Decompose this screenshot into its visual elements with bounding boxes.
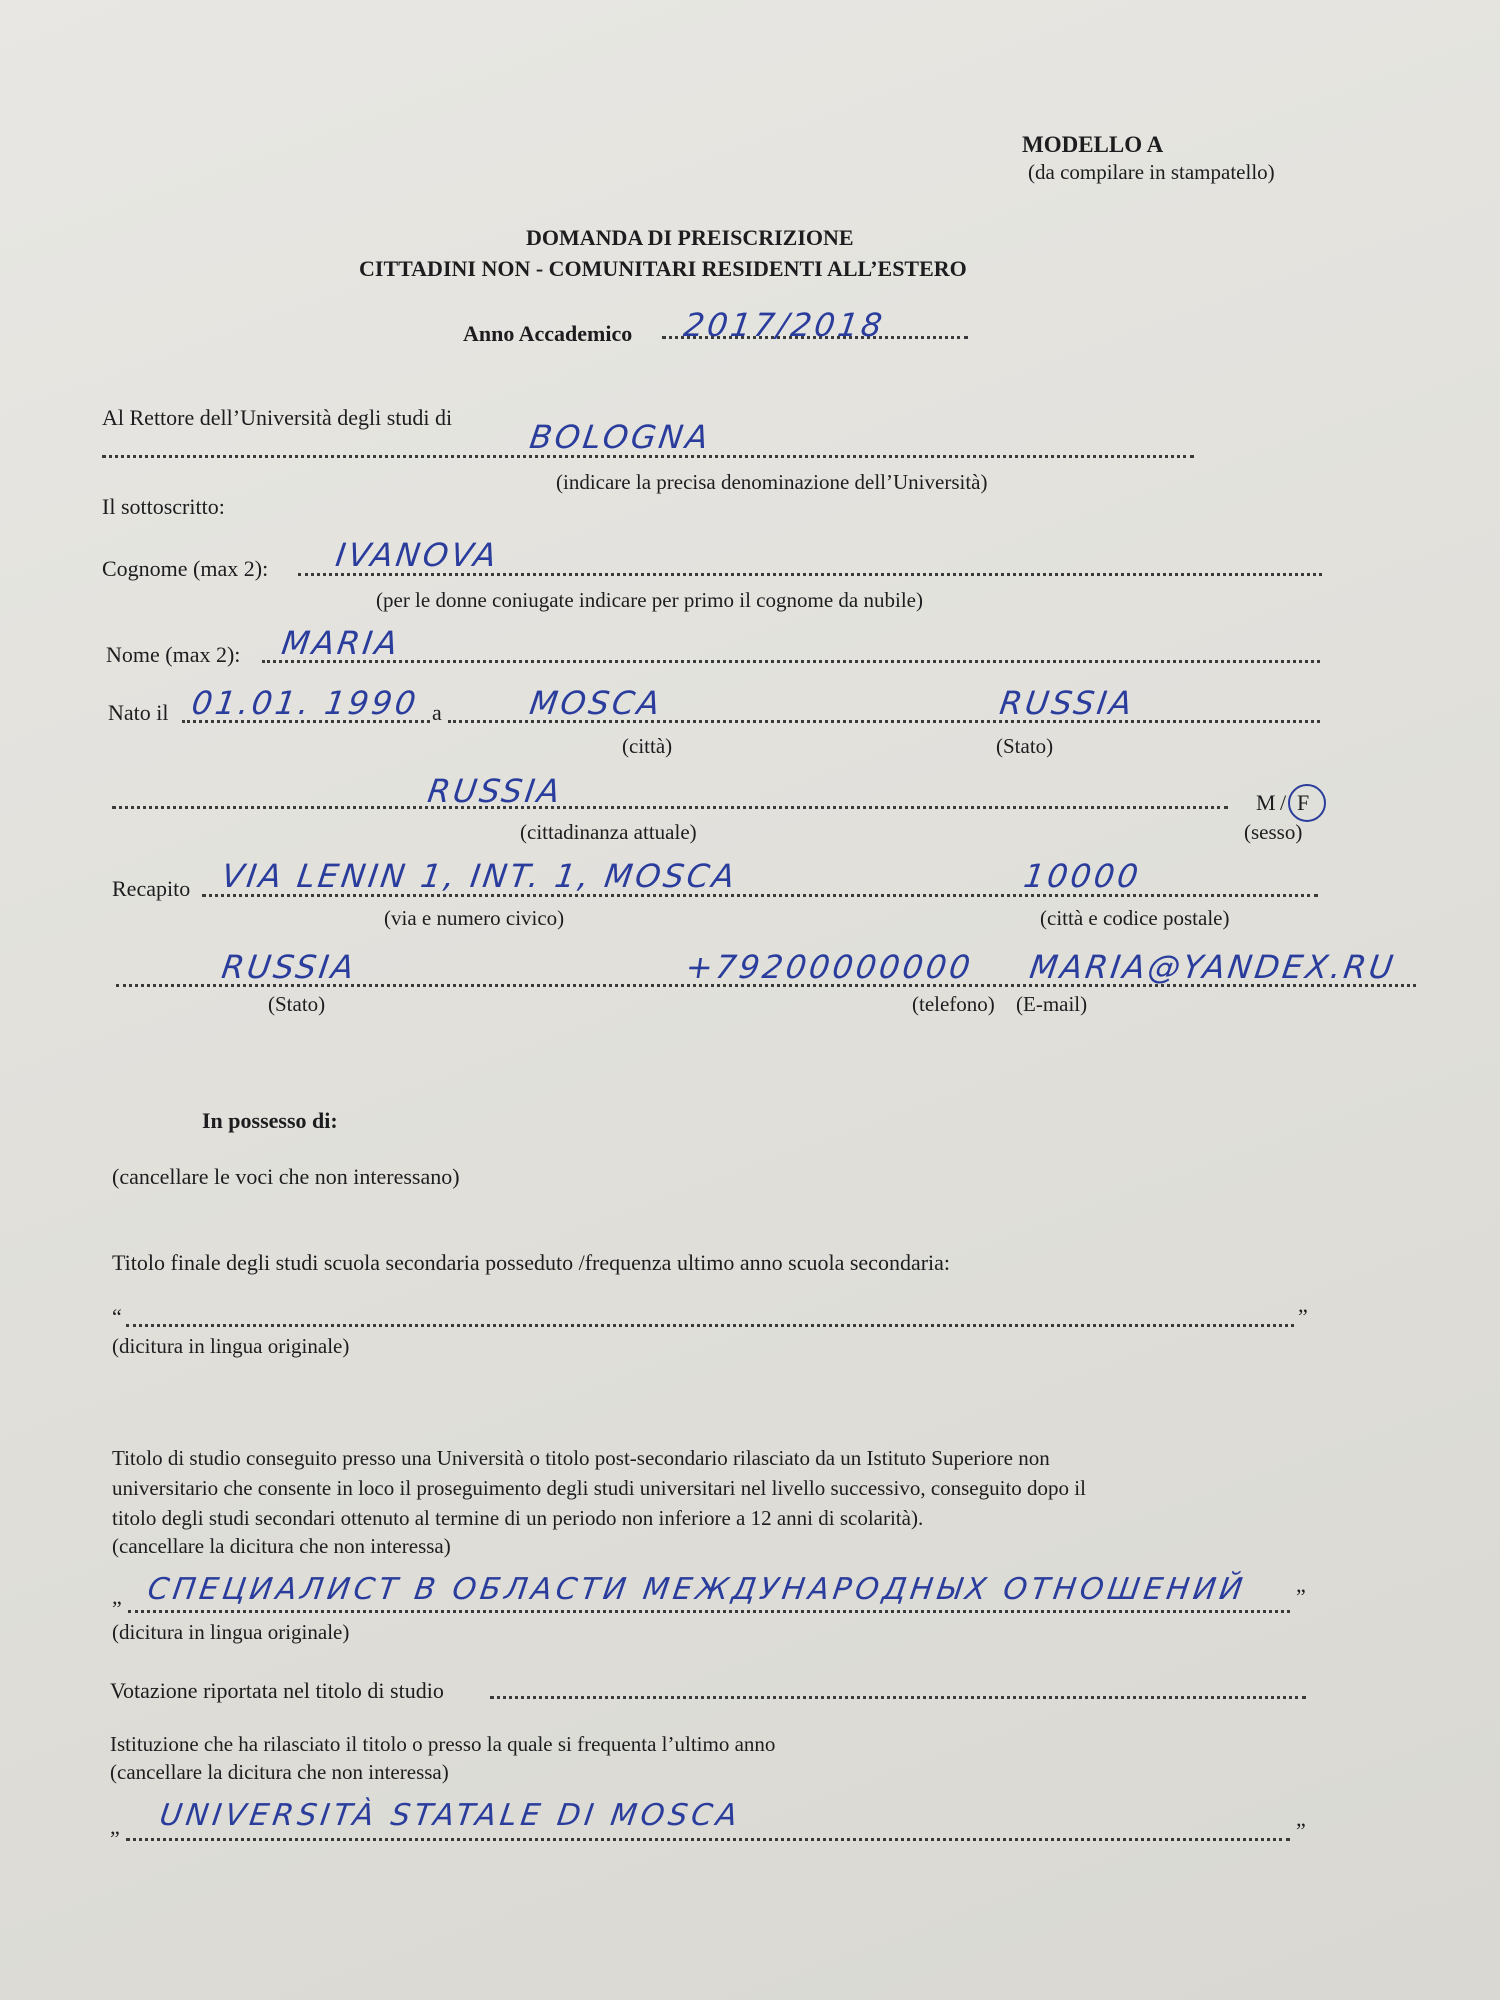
university-title-caption: (dicitura in lingua originale) — [112, 1620, 350, 1644]
university-title-text-line3: titolo degli studi secondari ottenuto al termine di un periodo non inferiore a 12 anni di scolarità). — [112, 1506, 924, 1530]
university-title-text-line2: universitario che consente in loco il proseguimento degli studi universitari nel livello successivo, conseguito dopo il — [112, 1476, 1086, 1500]
address-city-caption: (città e codice postale) — [1040, 906, 1230, 930]
undersigned-label: Il sottoscritto: — [102, 494, 225, 519]
birth-date-label: Nato il — [108, 700, 169, 725]
contact-phone-value: +79200000000 — [683, 948, 976, 986]
birth-city-caption: (città) — [622, 734, 673, 758]
possession-instruction: (cancellare le voci che non interessano) — [112, 1164, 460, 1189]
surname-value: IVANOVA — [333, 536, 502, 574]
model-note: (da compilare in stampatello) — [1028, 160, 1275, 184]
institution-instruction: (cancellare la dicitura che non interessa) — [110, 1760, 449, 1784]
university-title-value: СПЕЦИАЛИСТ В ОБЛАСТИ МЕЖДУНАРОДНЫХ ОТНОШЕНИЙ — [145, 1572, 1249, 1607]
name-value: MARIA — [279, 624, 403, 662]
birth-city-value: MOSCA — [527, 684, 666, 722]
citizenship-value: RUSSIA — [425, 772, 566, 810]
contact-email-caption: (E-mail) — [1016, 992, 1088, 1016]
institution-value: UNIVERSITÀ STATALE DI MOSCA — [157, 1798, 744, 1833]
academic-year-value: 2017/2018 — [681, 306, 888, 344]
university-title-close-quote: ” — [1296, 1584, 1306, 1609]
university-title-field-line — [128, 1610, 1290, 1613]
grade-label: Votazione riportata nel titolo di studio — [110, 1678, 444, 1703]
academic-year-label: Anno Accademico — [463, 321, 633, 346]
grade-field-line — [490, 1696, 1306, 1699]
secondary-title-label: Titolo finale degli studi scuola secondaria posseduto /frequenza ultimo anno scuola secondaria: — [112, 1250, 951, 1275]
birth-date-value: 01.01. 1990 — [189, 684, 422, 722]
institution-field-line — [126, 1838, 1290, 1841]
surname-label: Cognome (max 2): — [102, 556, 269, 581]
rector-label: Al Rettore dell’Università degli studi di — [102, 405, 453, 430]
contact-country-value: RUSSIA — [219, 948, 360, 986]
sex-option-separator: / — [1280, 790, 1287, 815]
university-title-text-line1: Titolo di studio conseguito presso una Università o titolo post-secondario rilasciato da un Istituto Superiore non — [112, 1446, 1050, 1470]
secondary-caption: (dicitura in lingua originale) — [112, 1334, 350, 1358]
address-street-caption: (via e numero civico) — [384, 906, 565, 930]
form-subtitle: CITTADINI NON - COMUNITARI RESIDENTI ALL’ESTERO — [359, 256, 967, 281]
contact-phone-caption: (telefono) — [912, 992, 995, 1016]
form-title: DOMANDA DI PREISCRIZIONE — [526, 225, 854, 250]
university-title-instruction: (cancellare la dicitura che non interessa) — [112, 1534, 451, 1558]
rector-value: BOLOGNA — [527, 418, 714, 456]
university-title-open-quote: „ — [112, 1584, 122, 1609]
sex-f-selected-circle — [1288, 784, 1326, 822]
sex-option-f: F — [1297, 790, 1310, 815]
surname-caption: (per le donne coniugate indicare per primo il cognome da nubile) — [376, 588, 923, 612]
secondary-field-line — [126, 1324, 1294, 1327]
name-field-line — [262, 660, 1320, 663]
birth-country-caption: (Stato) — [996, 734, 1054, 758]
contact-email-value: MARIA@YANDEX.RU — [1027, 948, 1399, 986]
sex-option-m: M — [1256, 790, 1276, 815]
citizenship-field-line — [112, 806, 1228, 809]
secondary-open-quote: “ — [112, 1304, 122, 1329]
birth-place-connector: a — [432, 700, 442, 725]
institution-label: Istituzione che ha rilasciato il titolo o presso la quale si frequenta l’ultimo anno — [110, 1732, 776, 1756]
address-postal-value: 10000 — [1021, 857, 1144, 895]
birth-country-value: RUSSIA — [997, 684, 1138, 722]
citizenship-caption: (cittadinanza attuale) — [520, 820, 697, 844]
address-street-value: VIA LENIN 1, INT. 1, MOSCA — [219, 857, 740, 895]
model-label: MODELLO A — [1022, 132, 1164, 157]
sex-caption: (sesso) — [1244, 820, 1303, 844]
name-label: Nome (max 2): — [106, 642, 241, 667]
contact-country-caption: (Stato) — [268, 992, 326, 1016]
institution-open-quote: „ — [110, 1814, 120, 1839]
possession-heading: In possesso di: — [202, 1108, 338, 1133]
secondary-close-quote: ” — [1298, 1304, 1308, 1329]
rector-caption: (indicare la precisa denominazione dell’Università) — [556, 470, 988, 494]
address-label: Recapito — [112, 876, 191, 901]
institution-close-quote: ” — [1296, 1818, 1306, 1843]
